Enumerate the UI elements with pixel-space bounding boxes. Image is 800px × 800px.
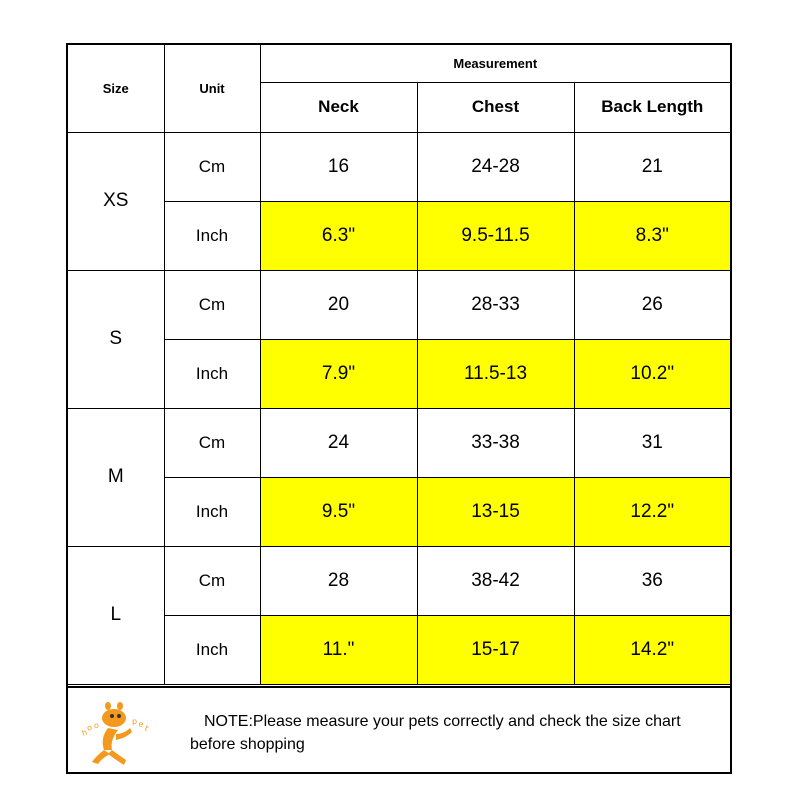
svg-text:h: h	[80, 727, 89, 738]
svg-text:e: e	[137, 719, 145, 730]
chest-value: 11.5-13	[417, 339, 574, 408]
neck-value: 20	[260, 270, 417, 339]
table-row	[68, 201, 730, 270]
chest-value: 15-17	[417, 615, 574, 684]
header-unit: Unit	[164, 45, 260, 132]
size-label: L	[68, 546, 164, 684]
header-neck: Neck	[260, 82, 417, 132]
svg-text:o: o	[94, 721, 99, 730]
back-length-value: 10.2"	[574, 339, 730, 408]
table-row	[68, 615, 730, 684]
back-length-value: 36	[574, 546, 730, 615]
shopping-note: NOTE:Please measure your pets correctly and check the size chart before shopping	[190, 713, 681, 753]
chest-value: 9.5-11.5	[417, 201, 574, 270]
back-length-value: 8.3"	[574, 201, 730, 270]
back-length-value: 26	[574, 270, 730, 339]
neck-value: 28	[260, 546, 417, 615]
size-label: M	[68, 408, 164, 546]
neck-value: 11."	[260, 615, 417, 684]
size-chart-frame	[66, 43, 732, 774]
unit-label: Inch	[164, 201, 260, 270]
size-label: XS	[68, 132, 164, 270]
unit-label: Cm	[164, 408, 260, 477]
table-row	[68, 408, 730, 477]
unit-label: Cm	[164, 270, 260, 339]
back-length-value: 31	[574, 408, 730, 477]
unit-label: Cm	[164, 132, 260, 201]
unit-label: Inch	[164, 477, 260, 546]
unit-label: Inch	[164, 339, 260, 408]
neck-value: 24	[260, 408, 417, 477]
neck-value: 6.3"	[260, 201, 417, 270]
svg-text:o: o	[85, 722, 94, 733]
table-row	[68, 477, 730, 546]
header-measurement: Measurement	[260, 45, 730, 82]
table-row	[68, 132, 730, 201]
neck-value: 16	[260, 132, 417, 201]
size-chart-table	[68, 45, 730, 685]
unit-label: Cm	[164, 546, 260, 615]
chest-value: 28-33	[417, 270, 574, 339]
chest-value: 13-15	[417, 477, 574, 546]
svg-text:t: t	[143, 723, 150, 734]
back-length-value: 14.2"	[574, 615, 730, 684]
chest-value: 33-38	[417, 408, 574, 477]
neck-value: 9.5"	[260, 477, 417, 546]
chest-value: 24-28	[417, 132, 574, 201]
svg-text:p: p	[132, 717, 138, 726]
header-size: Size	[68, 45, 164, 132]
header-back-length: Back Length	[574, 82, 730, 132]
note-area	[68, 686, 730, 772]
header-chest: Chest	[417, 82, 574, 132]
unit-label: Inch	[164, 615, 260, 684]
table-row	[68, 339, 730, 408]
table-row	[68, 270, 730, 339]
size-label: S	[68, 270, 164, 408]
back-length-value: 21	[574, 132, 730, 201]
table-row	[68, 546, 730, 615]
hoopet-dog-logo-icon	[82, 698, 152, 768]
chest-value: 38-42	[417, 546, 574, 615]
header-row-top	[68, 45, 730, 82]
back-length-value: 12.2"	[574, 477, 730, 546]
neck-value: 7.9"	[260, 339, 417, 408]
